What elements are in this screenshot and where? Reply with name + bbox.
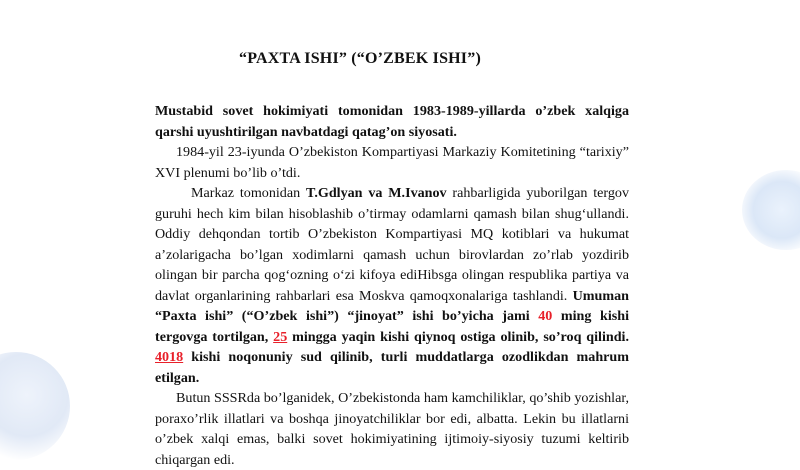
number-investigated: 40	[538, 308, 553, 324]
decorative-blob-left	[0, 352, 70, 460]
summary-text: mingga yaqin kishi qiynoq ostiga olinib, so’roq qilindi.	[287, 328, 629, 345]
paragraph-text: rahbarligida yuborilgan tergov guruhi hech kim bilan hisoblashib o’tirmay odamlarni qamash bilan shug‘ullandi. Oddiy dehqondan tortib O’zbekiston Kompartiyasi MQ kotiblari va hukumat a’zolarigacha bo’lgan xodimlarni qamash uchun birovlardan zo’rlab yozdirib olingan bir parcha qog‘ozning o‘zi kifoya ediHibsga olingan respublika partiya va davlat organlarining rahbarlari esa Moskva qamoqxonalariga tashlandi.	[155, 185, 629, 304]
number-convicted: 4018	[155, 349, 184, 365]
page-title: “PAXTA ISHI” (“O’ZBEK ISHI”)	[239, 50, 481, 67]
paragraph-plenum: 1984-yil 23-iyunda O’zbekiston Kompartiyasi Markaziy Komitetining “tarixiy” XVI plenumi bo’lib o’tdi.	[155, 144, 629, 181]
lead-paragraph: Mustabid sovet hokimiyati tomonidan 1983-1989-yillarda o’zbek xalqiga qarshi uyushtirilgan navbatdagi qatag’on siyosati.	[155, 103, 629, 140]
investigator-names: T.Gdlyan va M.Ivanov	[305, 185, 447, 201]
summary-text: Umuman “Paxta ishi” (“O’zbek ishi”) “jinoyat” ishi bo’yicha jami	[155, 287, 629, 324]
summary-text: kishi noqonuniy sud qilinib, turli muddatlarga ozodlikdan mahrum etilgan.	[155, 349, 629, 386]
paragraph-text: Markaz tomonidan	[191, 185, 306, 201]
paragraph-conclusion: Butun SSSRda bo’lganidek, O’zbekistonda ham kamchiliklar, qo’shib yozishlar, poraxo’rlik illatlari va boshqa jinoyatchiliklar bor edi, albatta. Lekin bu illatlarni o’zbek xalqi emas, balki sovet hokimiyatining ijtimoiy-siyosiy tuzumi keltirib chiqargan edi.	[155, 390, 629, 468]
decorative-blob-right	[742, 170, 800, 250]
document-body	[155, 101, 629, 470]
number-tortured: 25	[273, 328, 288, 345]
paragraph-investigation	[155, 183, 629, 388]
summary-text: ming kishi tergovga tortilgan,	[155, 308, 629, 345]
